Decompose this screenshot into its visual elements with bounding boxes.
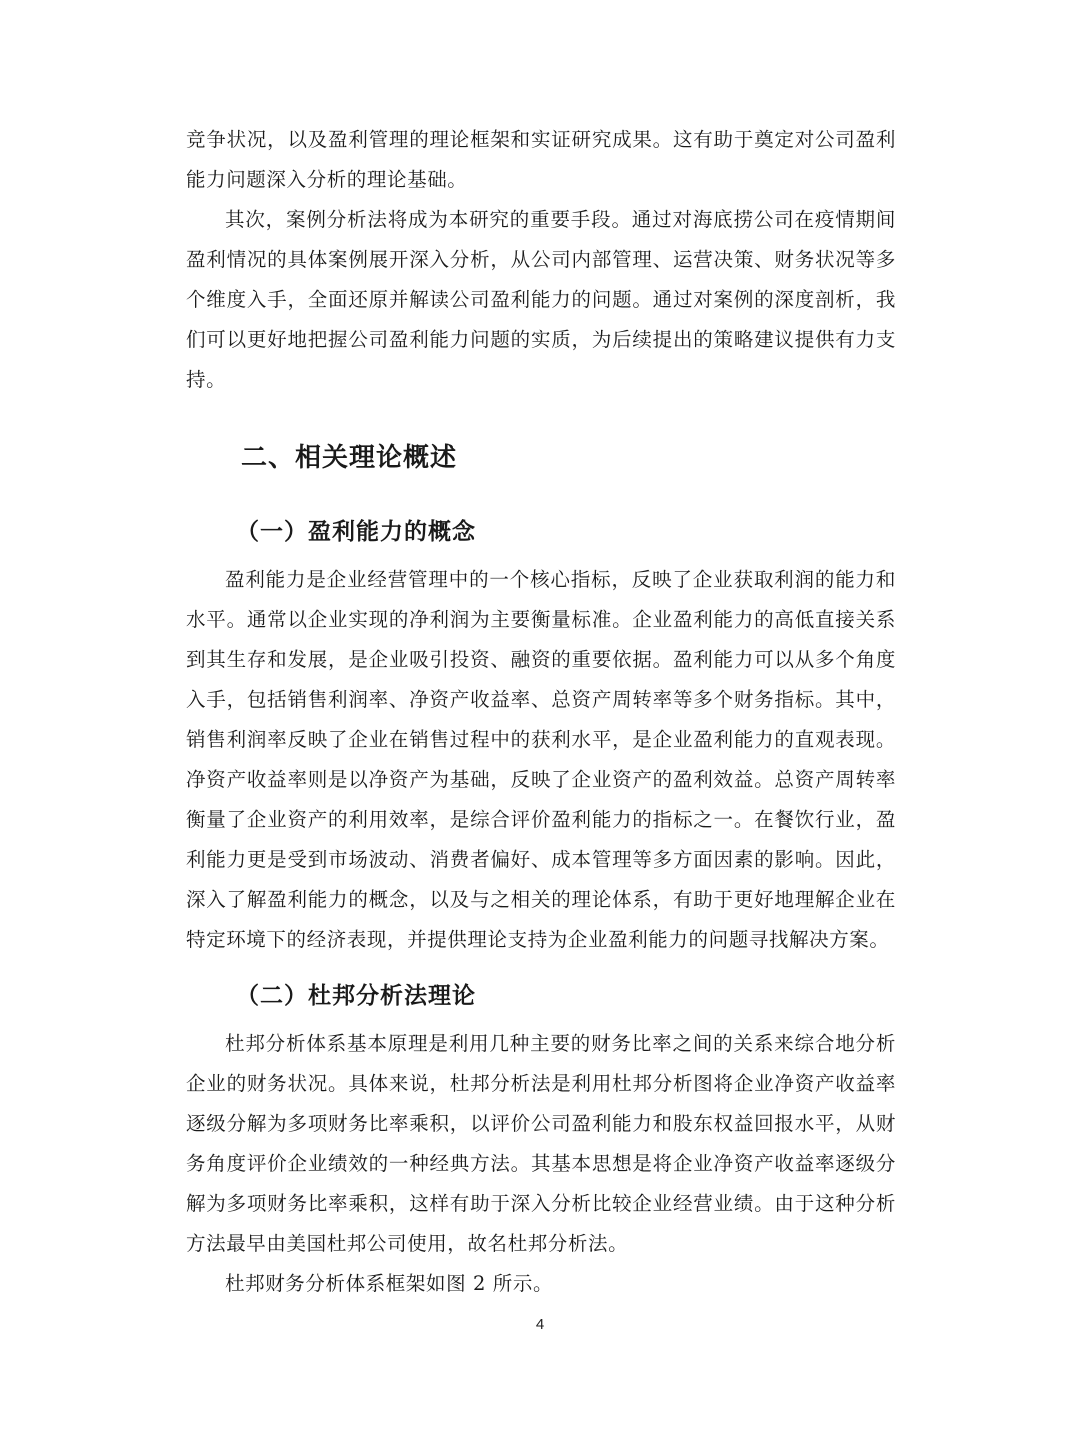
paragraph-dupont-principle: 杜邦分析体系基本原理是利用几种主要的财务比率之间的关系来综合地分析企业的财务状况。具体来说，杜邦分析法是利用杜邦分析图将企业净资产收益率逐级分解为多项财务比率乘积，以评价公司盈利能力和股东权益回报水平，从财务角度评价企业绩效的一种经典方法。其基本思想是将企业净资产收益率逐级分解为多项财务比率乘积，这样有助于深入分析比较企业经营业绩。由于这种分析方法最早由美国杜邦公司使用，故名杜邦分析法。 — [186, 1032, 896, 1255]
page-content — [186, 120, 896, 1304]
page-number: 4 — [535, 1316, 545, 1333]
paragraph-continuation: 竞争状况，以及盈利管理的理论框架和实证研究成果。这有助于奠定对公司盈利能力问题深入分析的理论基础。 — [186, 128, 896, 191]
section-heading-related-theory: 二、相关理论概述 — [241, 443, 458, 473]
paragraph-case-analysis: 其次，案例分析法将成为本研究的重要手段。通过对海底捞公司在疫情期间盈利情况的具体案例展开深入分析，从公司内部管理、运营决策、财务状况等多个维度入手，全面还原并解读公司盈利能力的问题。通过对案例的深度剖析，我们可以更好地把握公司盈利能力问题的实质，为后续提出的策略建议提供有力支持。 — [186, 208, 896, 391]
subsection-heading-dupont-theory: （二）杜邦分析法理论 — [236, 983, 476, 1009]
paragraph-profitability-concept: 盈利能力是企业经营管理中的一个核心指标，反映了企业获取利润的能力和水平。通常以企业实现的净利润为主要衡量标准。企业盈利能力的高低直接关系到其生存和发展，是企业吸引投资、融资的重要依据。盈利能力可以从多个角度入手，包括销售利润率、净资产收益率、总资产周转率等多个财务指标。其中，销售利润率反映了企业在销售过程中的获利水平，是企业盈利能力的直观表现。净资产收益率则是以净资产为基础，反映了企业资产的盈利效益。总资产周转率衡量了企业资产的利用效率，是综合评价盈利能力的指标之一。在餐饮行业，盈利能力更是受到市场波动、消费者偏好、成本管理等多方面因素的影响。因此，深入了解盈利能力的概念，以及与之相关的理论体系，有助于更好地理解企业在特定环境下的经济表现，并提供理论支持为企业盈利能力的问题寻找解决方案。 — [186, 568, 896, 951]
paragraph-dupont-figure-reference: 杜邦财务分析体系框架如图 2 所示。 — [225, 1272, 554, 1295]
subsection-heading-profitability-concept: （一）盈利能力的概念 — [236, 519, 476, 545]
